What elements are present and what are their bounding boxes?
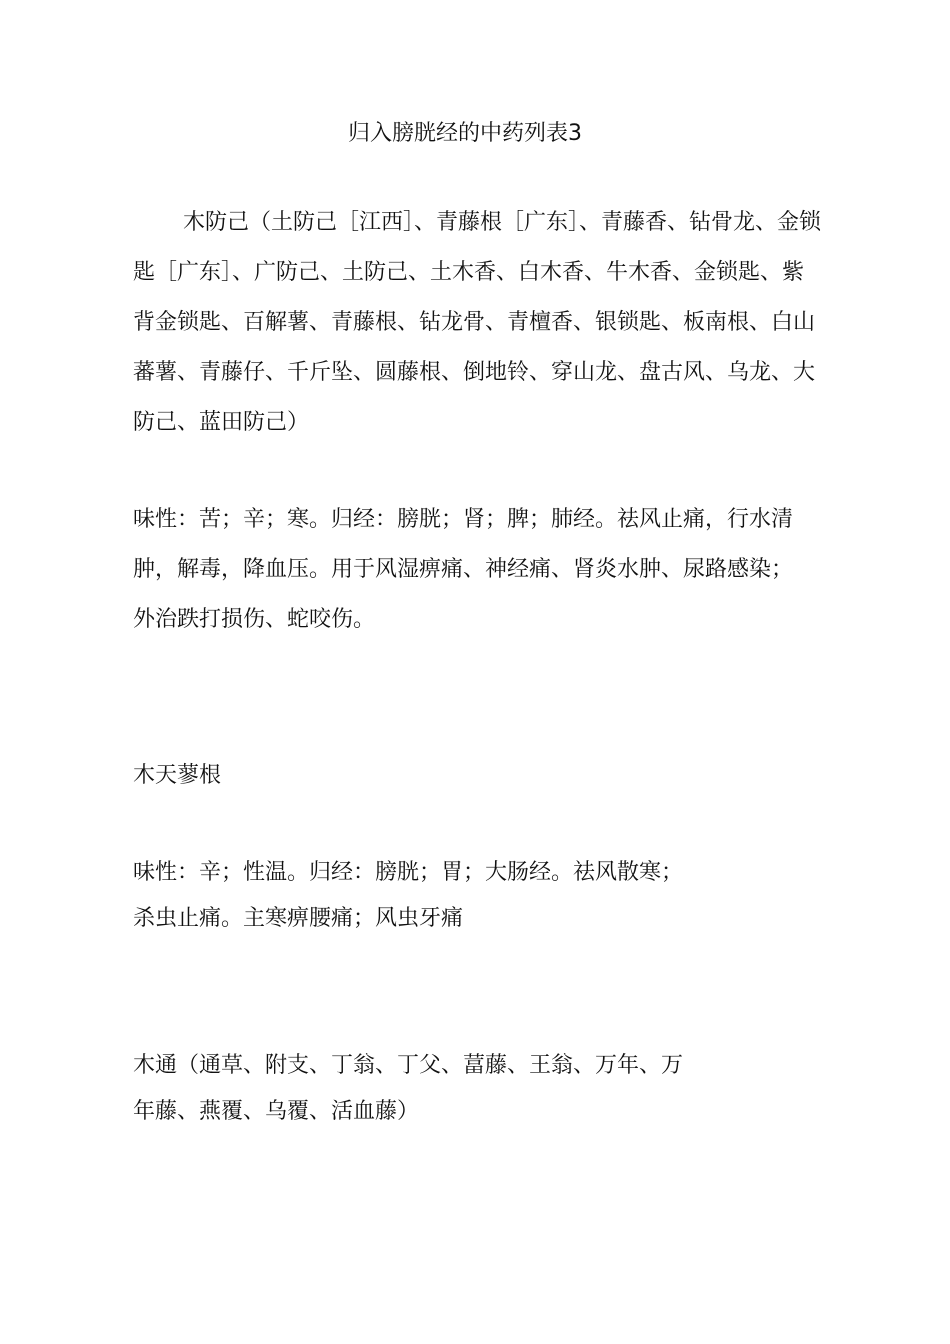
herb-entry-mufangji-properties: 味性：苦；辛；寒。归经：膀胱；肾；脾；肺经。祛风止痛，行水清肿，解毒，降血压。用于风湿痹痛、神经痛、肾炎水肿、尿路感染；外治跌打损伤、蛇咬伤。 — [133, 507, 794, 632]
herb-entry-mutianliaogen-properties — [133, 850, 733, 942]
herb-entry-mufangji-aliases: 木防己（土防己［江西］、青藤根［广东］、青藤香、钻骨龙、金锁匙［广东］、广防己、土防己、土木香、白木香、牛木香、金锁匙、紫背金锁匙、百解薯、青藤根、钻龙骨、青檀香、银锁匙、板南根、白山蕃薯、青藤仔、千斤坠、圆藤根、倒地铃、穿山龙、盘古风、乌龙、大防己、蓝田防己） — [133, 210, 822, 435]
properties-line: 味性：辛；性温。归经：膀胱；胃；大肠经。祛风散寒； — [133, 860, 684, 885]
herb-entry-mutong-aliases — [133, 1043, 733, 1135]
properties-line: 杀虫止痛。主寒痹腰痛；风虫牙痛 — [133, 906, 464, 931]
herb-entry-mutianliaogen-name: 木天蓼根 — [133, 763, 222, 788]
aliases-line: 年藤、燕覆、乌覆、活血藤） — [133, 1099, 420, 1124]
document-title: 归入膀胱经的中药列表3 — [348, 121, 582, 146]
aliases-line: 木通（通草、附支、丁翁、丁父、葍藤、王翁、万年、万 — [133, 1053, 684, 1078]
